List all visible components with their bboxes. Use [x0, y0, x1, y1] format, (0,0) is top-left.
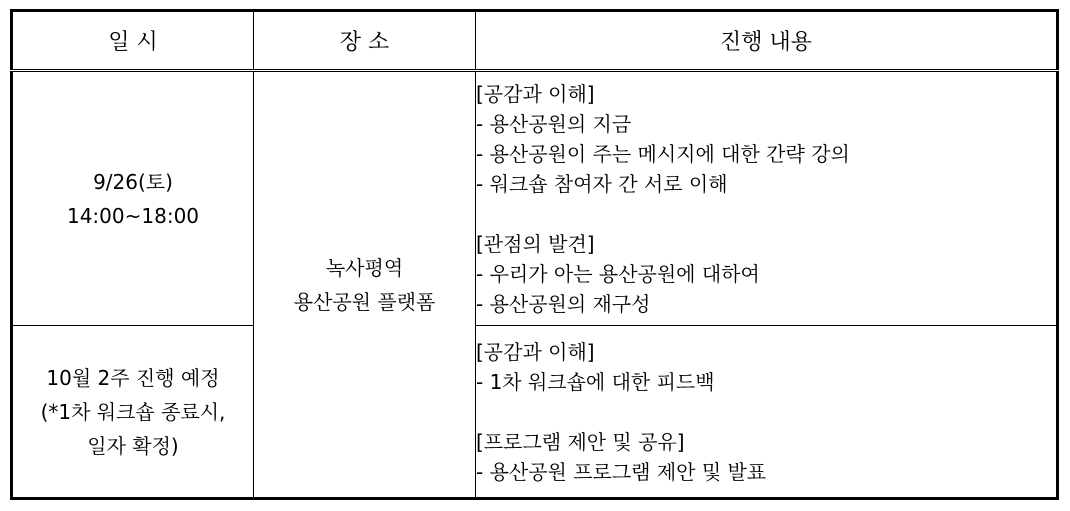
section-heading: [공감과 이해] — [476, 339, 595, 364]
content-cell — [476, 326, 1058, 499]
header-row — [12, 11, 1058, 71]
header-date: 일 시 — [12, 11, 254, 71]
date-line: 9/26(토) — [93, 169, 173, 194]
time-line: 14:00~18:00 — [66, 203, 200, 228]
list-item: - 용산공원의 재구성 — [476, 291, 651, 316]
date-line: 10월 2주 진행 예정 — [46, 365, 220, 390]
date-cell — [12, 71, 254, 326]
spacer — [476, 199, 1056, 229]
spacer — [476, 397, 1056, 427]
list-item: - 워크숍 참여자 간 서로 이해 — [476, 171, 728, 196]
table-row — [12, 326, 1058, 499]
section-heading: [관점의 발견] — [476, 231, 595, 256]
date-cell — [12, 326, 254, 499]
list-item: - 용산공원이 주는 메시지에 대한 간략 강의 — [476, 141, 850, 166]
schedule-table — [10, 9, 1059, 500]
place-cell — [254, 71, 476, 499]
date-line: 일자 확정) — [87, 433, 179, 458]
list-item: - 우리가 아는 용산공원에 대하여 — [476, 261, 760, 286]
table-row — [12, 71, 1058, 326]
header-place: 장 소 — [254, 11, 476, 71]
date-line: (*1차 워크숍 종료시, — [40, 399, 226, 424]
place-line: 용산공원 플랫폼 — [293, 289, 436, 314]
content-cell — [476, 71, 1058, 326]
list-item: - 1차 워크숍에 대한 피드백 — [476, 369, 715, 394]
section-heading: [공감과 이해] — [476, 81, 595, 106]
place-line: 녹사평역 — [325, 255, 404, 280]
section-heading: [프로그램 제안 및 공유] — [476, 429, 685, 454]
list-item: - 용산공원 프로그램 제안 및 발표 — [476, 459, 767, 484]
header-content: 진행 내용 — [476, 11, 1058, 71]
list-item: - 용산공원의 지금 — [476, 111, 632, 136]
